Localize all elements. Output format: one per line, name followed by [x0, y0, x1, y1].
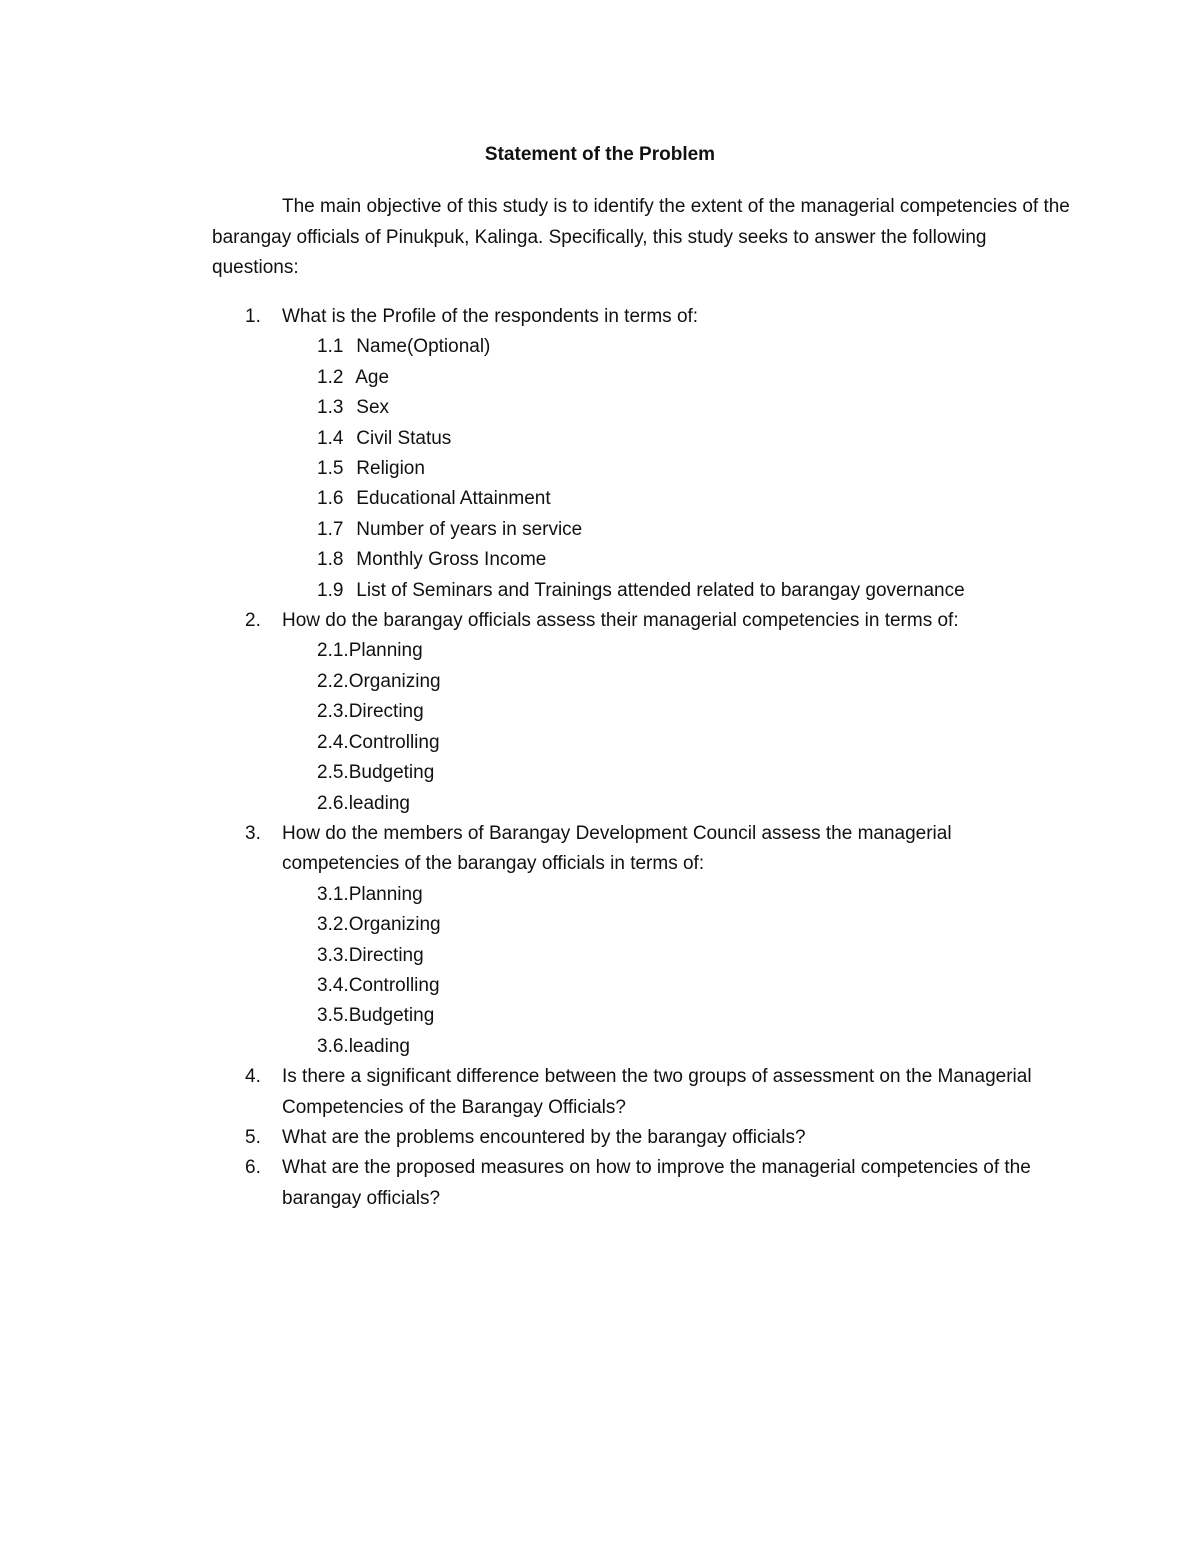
subitem [317, 363, 1072, 393]
subitem [317, 636, 1072, 666]
subitem-label: Name(Optional) [356, 336, 491, 358]
subitem [317, 880, 1072, 910]
subitem [317, 758, 1072, 788]
subitem-label: Sex [356, 397, 390, 419]
subitem-label: Organizing [348, 914, 441, 936]
subitem [317, 515, 1072, 545]
question-text: How do the barangay officials assess their managerial competencies in terms of: [282, 610, 959, 632]
question-text: What are the problems encountered by the barangay officials? [282, 1126, 806, 1148]
subitem-label: List of Seminars and Trainings attended related to barangay governance [356, 579, 965, 601]
question-item [212, 606, 1072, 819]
subitem [317, 667, 1072, 697]
question-number: 1. [245, 306, 261, 327]
subitem-label: Directing [348, 944, 424, 966]
intro-paragraph: The main objective of this study is to identify the extent of the managerial competencies of the barangay officials of Pinukpuk, Kalinga. Specifically, this study seeks to answer the following questions: [212, 196, 1070, 278]
subitem [317, 1032, 1072, 1062]
subitem-number: 2.3. [317, 701, 349, 723]
subitem [317, 393, 1072, 423]
subitem [317, 424, 1072, 454]
subitem [317, 971, 1072, 1001]
question-item [212, 302, 1072, 606]
subitem-number: 1.8 [317, 549, 344, 571]
subitem-number: 1.1 [317, 336, 344, 358]
subitem-list [317, 332, 1072, 606]
subitem-number: 1.5 [317, 458, 344, 480]
subitem-label: leading [348, 1035, 410, 1057]
subitem-number: 2.1. [317, 640, 349, 662]
subitem-label: Age [355, 366, 390, 388]
question-item [212, 819, 1072, 1062]
question-text: How do the members of Barangay Development Council assess the managerial competencies of the barangay officials in terms of: [282, 822, 952, 875]
subitem-label: Organizing [348, 670, 441, 692]
subitem-label: Planning [348, 883, 423, 905]
subitem-label: Monthly Gross Income [356, 549, 547, 571]
subitem [317, 454, 1072, 484]
subitem-number: 1.4 [317, 427, 344, 449]
question-number: 4. [245, 1066, 261, 1088]
subitem-number: 2.4. [317, 731, 349, 753]
question-item [212, 1062, 1072, 1123]
subitem-label: Planning [348, 640, 423, 662]
document-title: Statement of the Problem [484, 144, 716, 165]
subitem-number: 1.2 [317, 366, 344, 388]
subitem-label: Controlling [348, 974, 440, 996]
subitem-number: 2.5. [317, 762, 349, 784]
subitem-number: 1.9 [317, 579, 344, 601]
subitem-number: 3.3. [317, 944, 349, 966]
subitem-label: Number of years in service [356, 518, 583, 540]
subitem-number: 3.2. [317, 914, 349, 936]
question-item [212, 1153, 1072, 1214]
subitem [317, 910, 1072, 940]
question-number: 2. [245, 610, 261, 632]
subitem-label: Budgeting [348, 762, 435, 784]
question-text: Is there a significant difference between the two groups of assessment on the Managerial Competencies of the Barangay Officials? [282, 1066, 1032, 1118]
subitem-label: Educational Attainment [356, 488, 551, 510]
subitem-number: 2.6. [317, 792, 349, 814]
subitem-number: 1.6 [317, 488, 344, 510]
question-list [212, 302, 1072, 1214]
subitem-number: 3.5. [317, 1005, 349, 1027]
subitem-label: leading [348, 792, 410, 814]
subitem [317, 484, 1072, 514]
subitem-number: 3.4. [317, 974, 349, 996]
subitem-label: Directing [348, 701, 424, 723]
subitem-number: 3.6. [317, 1035, 349, 1057]
subitem [317, 789, 1072, 819]
subitem-label: Budgeting [348, 1005, 435, 1027]
question-number: 6. [245, 1157, 261, 1179]
question-item [212, 1123, 1072, 1153]
subitem-number: 1.7 [317, 518, 344, 540]
question-number: 3. [245, 822, 261, 844]
subitem-label: Civil Status [356, 427, 452, 449]
subitem-number: 1.3 [317, 397, 344, 419]
subitem [317, 728, 1072, 758]
subitem-list [317, 880, 1072, 1062]
question-number: 5. [245, 1126, 261, 1148]
question-text: What is the Profile of the respondents in terms of: [282, 306, 699, 327]
subitem-number: 2.2. [317, 670, 349, 692]
subitem [317, 697, 1072, 727]
subitem-label: Controlling [348, 731, 440, 753]
subitem-list [317, 636, 1072, 818]
subitem-number: 3.1. [317, 883, 349, 905]
subitem [317, 576, 1072, 606]
subitem [317, 941, 1072, 971]
subitem-label: Religion [356, 458, 425, 480]
subitem [317, 545, 1072, 575]
question-text: What are the proposed measures on how to improve the managerial competencies of the barangay officials? [282, 1157, 1031, 1209]
subitem [317, 332, 1072, 362]
subitem [317, 1001, 1072, 1031]
